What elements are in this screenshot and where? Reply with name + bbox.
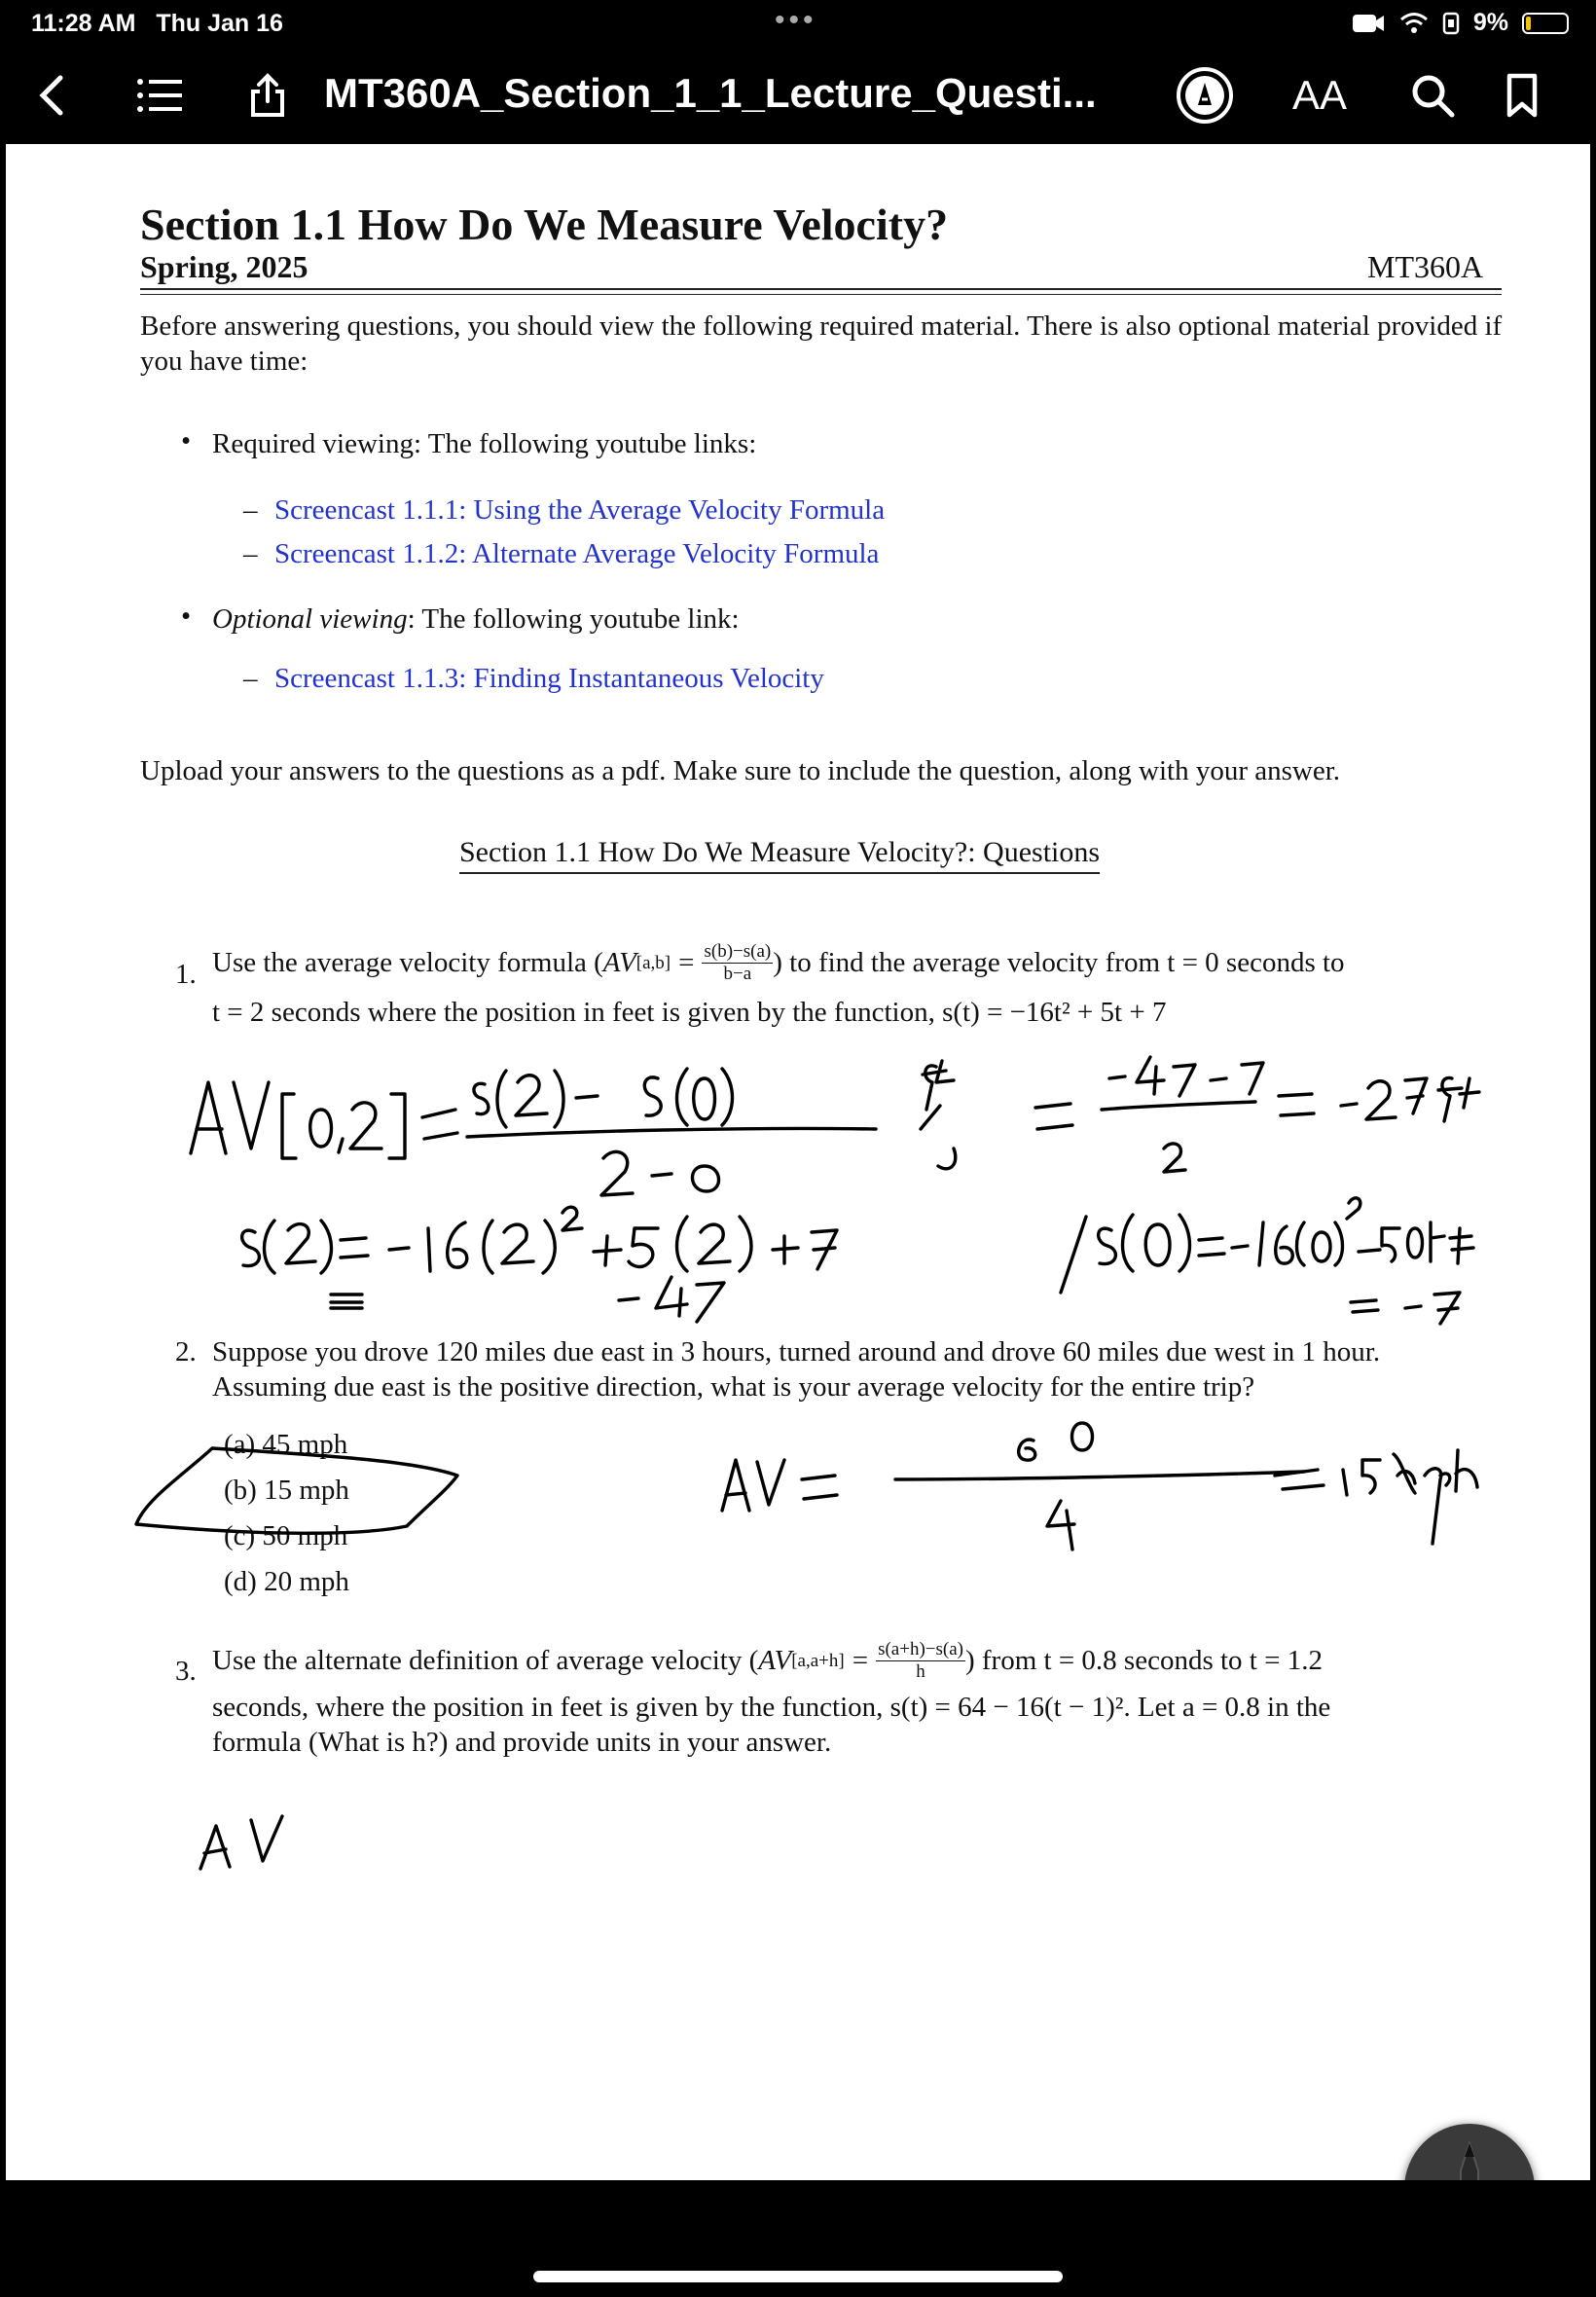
required-bullet: • — [181, 425, 192, 456]
link-screencast-1-1-2[interactable]: Screencast 1.1.2: Alternate Average Velocity Formula — [274, 538, 880, 569]
search-button[interactable] — [1405, 66, 1460, 125]
q3-frac-num: s(a+h)−s(a) — [878, 1639, 963, 1659]
intro-text: Before answering questions, you should view the following required material. There is also optional material provided if you have time: — [140, 310, 1503, 377]
q2-line1: Suppose you drove 120 miles due east in 3 hours, turned around and drove 60 miles due west in 1 hour. — [212, 1336, 1381, 1367]
q1-text-b: ) to find the average velocity from t = 0 seconds to — [773, 947, 1345, 978]
q3-frac-den: h — [916, 1661, 925, 1682]
battery-icon — [1522, 13, 1569, 34]
home-indicator[interactable] — [533, 2271, 1063, 2282]
q2-option-c: (c) 50 mph — [224, 1520, 348, 1551]
search-icon — [1409, 72, 1456, 119]
q1-av: AV — [602, 947, 636, 978]
chevron-left-icon — [37, 74, 66, 117]
q3-av: AV — [758, 1645, 792, 1676]
q1-number: 1. — [175, 959, 197, 990]
q2-line2: Assuming due east is the positive direction, what is your average velocity for the entire trip? — [212, 1371, 1255, 1403]
required-label: Required viewing: The following youtube links: — [212, 428, 757, 459]
optional-line — [212, 603, 740, 636]
markup-button[interactable] — [1174, 66, 1236, 125]
q3-line2: seconds, where the position in feet is given by the function, s(t) = 64 − 16(t − 1)². Let a = 0.8 in the — [212, 1692, 1331, 1723]
title-rule — [140, 288, 1502, 290]
upload-note: Upload your answers to the questions as a pdf. Make sure to include the question, along with your answer. — [140, 755, 1341, 786]
q3-number: 3. — [175, 1656, 197, 1687]
q2-option-b: (b) 15 mph — [224, 1475, 349, 1506]
q1-frac-num: s(b)−s(a) — [704, 941, 772, 962]
q2-option-a: (a) 45 mph — [224, 1429, 348, 1460]
q1-fraction — [702, 941, 773, 985]
text-size-button[interactable]: AA — [1291, 72, 1348, 118]
document-title: MT360A_Section_1_1_Lecture_Questi... — [324, 70, 1097, 116]
q3-text-a: Use the alternate definition of average velocity ( — [212, 1645, 759, 1676]
status-bar — [0, 0, 1596, 47]
status-date: Thu Jan 16 — [156, 10, 283, 37]
q3-fraction — [876, 1639, 965, 1683]
app-toolbar — [0, 47, 1596, 144]
status-time: 11:28 AM Thu Jan 16 — [31, 10, 283, 37]
dash-3: – — [243, 663, 258, 694]
optional-rest: : The following youtube link: — [407, 603, 740, 635]
multitasking-dots-icon[interactable]: ••• — [775, 4, 817, 36]
list-icon — [135, 76, 184, 115]
q1-line1 — [212, 941, 1345, 985]
q1-eq: = — [678, 947, 695, 978]
status-indicators — [1351, 9, 1569, 37]
q3-line3: formula (What is h?) and provide units in your answer. — [212, 1727, 832, 1758]
q3-line1 — [212, 1639, 1323, 1683]
wifi-icon — [1399, 12, 1429, 35]
q1-line2: t = 2 seconds where the position in feet is given by the function, s(t) = −16t² + 5t + 7 — [212, 997, 1167, 1028]
dash-1: – — [243, 494, 258, 526]
q2-number: 2. — [175, 1336, 197, 1367]
doc-course: MT360A — [1367, 249, 1484, 284]
doc-title: Section 1.1 How Do We Measure Velocity? — [140, 200, 949, 249]
portrait-lock-icon — [1442, 12, 1460, 35]
link-screencast-1-1-3[interactable]: Screencast 1.1.3: Finding Instantaneous Velocity — [274, 663, 824, 694]
q1-text-a: Use the average velocity formula ( — [212, 947, 603, 978]
bookmark-icon — [1505, 72, 1539, 119]
q1-sub: [a,b] — [635, 952, 671, 973]
back-button[interactable] — [27, 66, 76, 125]
outline-button[interactable] — [132, 66, 187, 125]
bookmark-button[interactable] — [1501, 66, 1543, 125]
questions-heading: Section 1.1 How Do We Measure Velocity?: Questions — [459, 836, 1100, 874]
link-screencast-1-1-1[interactable]: Screencast 1.1.1: Using the Average Velocity Formula — [274, 494, 886, 526]
q2-option-d: (d) 20 mph — [224, 1566, 349, 1597]
optional-bullet: • — [181, 601, 192, 632]
q3-text-b: ) from t = 0.8 seconds to t = 1.2 — [964, 1645, 1323, 1676]
doc-term: Spring, 2025 — [140, 249, 308, 284]
camera-indicator-icon — [1351, 12, 1386, 35]
markup-pen-icon — [1175, 65, 1235, 126]
share-icon — [248, 72, 287, 119]
q1-frac-den: b−a — [723, 964, 752, 984]
battery-percent: 9% — [1472, 9, 1508, 36]
q3-sub: [a,a+h] — [791, 1650, 845, 1671]
title-rule-2 — [140, 294, 1502, 295]
dash-2: – — [243, 538, 258, 569]
q3-eq: = — [852, 1645, 869, 1676]
optional-label: Optional viewing — [212, 603, 408, 635]
share-button[interactable] — [243, 66, 292, 125]
